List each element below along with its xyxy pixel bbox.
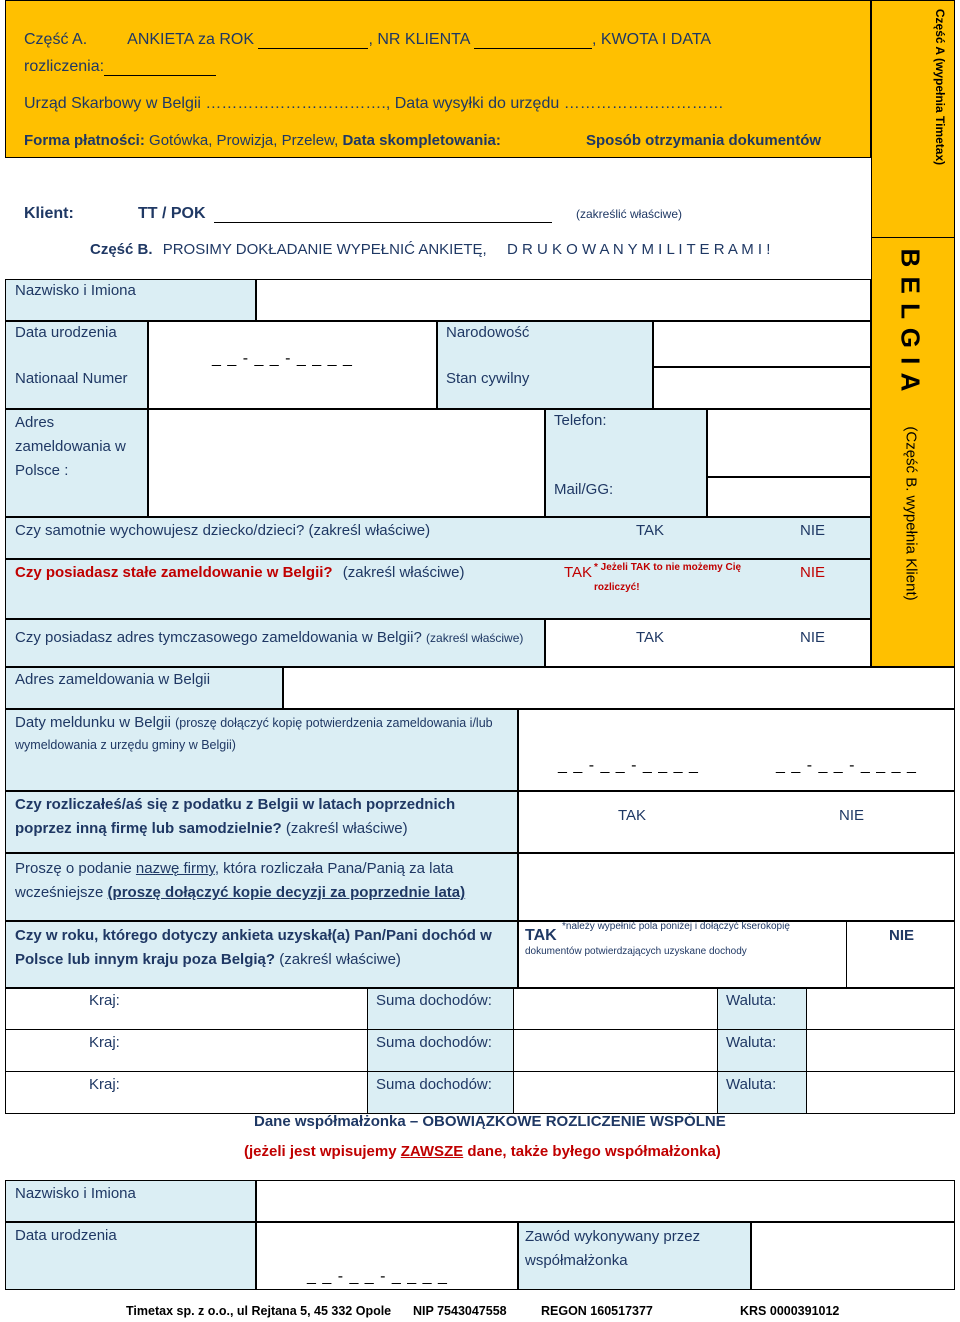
phone-input[interactable] (707, 409, 871, 477)
name-label: Nazwisko i Imiona (15, 282, 136, 299)
temporary-question-line (15, 629, 523, 646)
part-a-line2 (24, 58, 216, 76)
payment-options: Gotówka, Prowizja, Przelew, (149, 132, 339, 149)
income-sum-label: Suma dochodów: (376, 1076, 492, 1093)
firm-label-block (15, 857, 505, 905)
spouse-subtitle (244, 1143, 721, 1160)
footer-nip: NIP 7543047558 (413, 1304, 507, 1318)
part-b-caps: D R U K O W A N Y M I L I T E R A M I ! (507, 241, 771, 258)
spouse-dob-mask: _ _ - _ _ - _ _ _ _ (307, 1268, 448, 1285)
mail-label: Mail/GG: (554, 481, 614, 498)
footer-krs: KRS 0000391012 (740, 1304, 840, 1318)
part-b-side-sub: (Część B. wypełnia Klient) (902, 426, 920, 601)
date-from-mask: _ _ - _ _ - _ _ _ _ (558, 757, 699, 774)
client-note: (zakreślić właściwe) (576, 207, 683, 221)
income-no[interactable]: NIE (889, 927, 915, 944)
single-parent-no[interactable]: NIE (800, 522, 826, 539)
temporary-no[interactable]: NIE (800, 629, 826, 646)
firm-text-1: Proszę o podanie (15, 860, 136, 877)
delivery-method-label: Sposób otrzymania dokumentów (586, 132, 822, 149)
permanent-yes[interactable]: TAK (564, 564, 593, 581)
temporary-note: (zakreśl właściwe) (426, 631, 524, 645)
income-yes[interactable]: TAK (525, 927, 557, 944)
permanent-note: (zakreśl właściwe) (342, 564, 465, 581)
completion-date-label: Data skompletowania: (342, 132, 501, 149)
income-country-label: Kraj: (89, 992, 120, 1009)
spouse-dob-label: Data urodzenia (15, 1227, 117, 1244)
part-b-heading-text: PROSIMY DOKŁADANIE WYPEŁNIĆ ANKIETĘ, (162, 241, 487, 258)
belgia-side-title: B E L G I A (895, 248, 926, 393)
dates-label-block (15, 712, 510, 756)
income-sum-label: Suma dochodów: (376, 1034, 492, 1051)
prev-no[interactable]: NIE (839, 807, 865, 824)
nationality-label: Narodowość (446, 324, 530, 341)
prev-answer-cell (518, 791, 955, 853)
temporary-question: Czy posiadasz adres tymczasowego zameldowania w Belgii? (15, 629, 422, 646)
income-question: Czy w roku, którego dotyczy ankieta uzyskał(a) Pan/Pani dochód w Polsce lub innym kraju poza Belgią? (15, 927, 492, 968)
part-a-side-label: Część A (wypełnia Timetax) (933, 8, 947, 166)
client-options-text: TT / POK (138, 205, 206, 222)
firm-bold: (proszę dołączyć kopie decyzji za poprzednie lata) (107, 884, 466, 901)
income-currency-label: Waluta: (726, 1034, 777, 1051)
firm-input[interactable] (518, 853, 955, 921)
client-number-label: , NR KLIENTA (368, 31, 470, 48)
permanent-question-line (15, 564, 464, 581)
spouse-subtitle-2: dane, także byłego współmałżonka) (463, 1143, 721, 1160)
phone-label: Telefon: (554, 412, 607, 429)
permanent-warning: * Jeżeli TAK to nie możemy Cię rozliczyć! (594, 562, 742, 593)
income-note: (zakreśl właściwe) (279, 951, 401, 968)
income-country-label: Kraj: (89, 1034, 120, 1051)
dates-note: (proszę dołączyć kopię potwierdzenia zameldowania i/lub wymeldowania z urzędu gminy w Belgii) (15, 716, 493, 752)
settlement-label: rozliczenia: (24, 58, 105, 75)
tax-office-line: Urząd Skarbowy w Belgii ……………………………., Data wysyłki do urzędu ………………………… (24, 95, 724, 112)
prev-question-block (15, 793, 515, 841)
firm-text-2: , która rozliczała Pana/Panią za lata wcześniejsze (15, 860, 454, 901)
single-parent-question: Czy samotnie wychowujesz dziecko/dzieci? (zakreśl właściwe) (15, 522, 431, 539)
part-a-line1 (24, 31, 711, 49)
dob-mask: _ _ - _ _ - _ _ _ _ (212, 350, 353, 367)
year-label: ANKIETA za ROK (127, 31, 255, 48)
spouse-subtitle-1: (jeżeli jest wpisujemy (244, 1143, 401, 1160)
civil-status-label: Stan cywilny (446, 370, 530, 387)
client-label: Klient: (24, 205, 74, 222)
spouse-title: Dane współmałżonka – OBOWIĄZKOWE ROZLICZENIE WSPÓLNE (254, 1113, 726, 1130)
firm-name-underlined: nazwę firmy (135, 860, 215, 877)
date-to-mask: _ _ - _ _ - _ _ _ _ (776, 757, 917, 774)
prev-yes[interactable]: TAK (618, 807, 647, 824)
address-pl-input[interactable] (148, 409, 545, 517)
income-yes-note: *należy wypełnić pola poniżej i dołączyć kserokopię (562, 921, 790, 932)
footer-company: Timetax sp. z o.o., ul Rejtana 5, 45 332 Opole (126, 1304, 392, 1318)
spouse-name-input[interactable] (256, 1180, 955, 1222)
payment-line (24, 132, 501, 149)
mail-input[interactable] (707, 477, 871, 517)
address-be-label: Adres zameldowania w Belgii (15, 671, 211, 688)
spouse-name-label: Nazwisko i Imiona (15, 1185, 136, 1202)
amount-date-label: , KWOTA I DATA (591, 31, 712, 48)
client-number-field[interactable] (474, 33, 592, 49)
spouse-profession-input[interactable] (751, 1222, 955, 1290)
spouse-profession-label: Zawód wykonywany przez współmałżonka (525, 1228, 701, 1269)
client-field[interactable] (214, 207, 552, 223)
permanent-no[interactable]: NIE (800, 564, 826, 581)
part-a-prefix: Część A. (24, 31, 88, 48)
client-options (138, 205, 552, 223)
permanent-question: Czy posiadasz stałe zameldowanie w Belgii? (15, 564, 333, 581)
name-input[interactable] (256, 279, 871, 321)
settlement-field[interactable] (104, 60, 216, 76)
income-currency-label: Waluta: (726, 1076, 777, 1093)
dob-label: Data urodzenia (15, 324, 117, 341)
income-currency-label: Waluta: (726, 992, 777, 1009)
income-yes-note-2: dokumentów potwierdzających uzyskane dochody (525, 946, 747, 957)
footer-regon: REGON 160517377 (541, 1304, 653, 1318)
part-b-heading (90, 241, 487, 258)
income-question-block (15, 924, 510, 972)
national-number-label: Nationaal Numer (15, 370, 128, 387)
income-sum-label: Suma dochodów: (376, 992, 492, 1009)
nationality-input[interactable] (653, 321, 871, 367)
payment-label: Forma płatności: (24, 132, 145, 149)
year-field[interactable] (258, 33, 368, 49)
dates-label: Daty meldunku w Belgii (15, 714, 171, 731)
prev-note: (zakreśl właściwe) (285, 820, 408, 837)
civil-status-input[interactable] (653, 367, 871, 409)
income-country-label: Kraj: (89, 1076, 120, 1093)
prev-question: Czy rozliczałeś/aś się z podatku z Belgii w latach poprzednich poprzez inną firmę lub samodzielnie? (15, 796, 456, 837)
spouse-subtitle-always: ZAWSZE (400, 1143, 464, 1160)
address-be-input[interactable] (283, 667, 955, 709)
part-b-prefix: Część B. (90, 241, 153, 258)
address-pl-label: Adres zameldowania w Polsce : (15, 414, 126, 479)
temporary-yes[interactable]: TAK (636, 629, 665, 646)
dates-input[interactable] (518, 709, 955, 791)
single-parent-yes[interactable]: TAK (636, 522, 665, 539)
